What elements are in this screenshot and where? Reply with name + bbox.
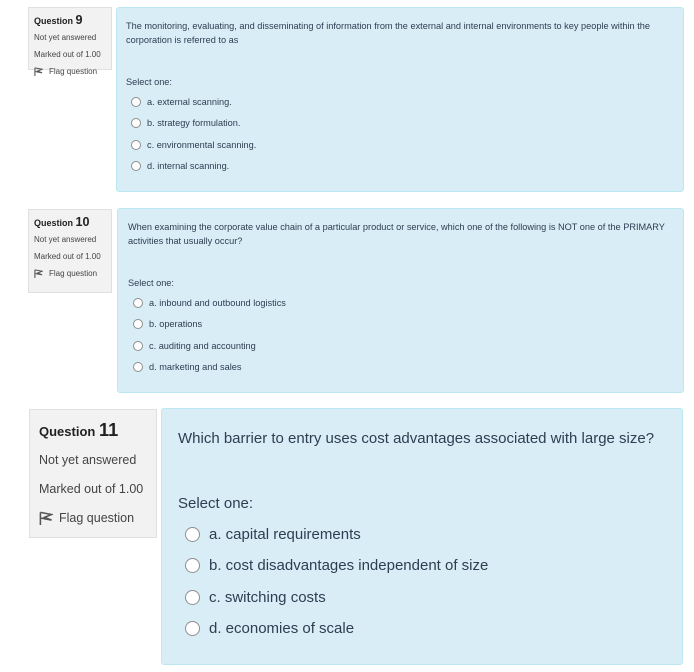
question-info-panel [28,209,112,293]
question-label: Question [34,16,76,26]
answer-label: a. capital requirements [209,525,361,543]
answer-label: b. strategy formulation. [147,118,241,129]
question-content [117,208,684,393]
question-grade: Marked out of 1.00 [34,50,101,59]
answer-option-c[interactable] [128,335,674,356]
question-number [34,215,111,229]
answer-option-c[interactable] [126,134,674,155]
radio-button[interactable] [185,558,200,573]
answer-label: a. external scanning. [147,97,232,108]
question-text: When examining the corporate value chain of a particular product or service, which one of the following is NOT one of the PRIMARY activities that usually occur? [128,222,665,247]
question-status: Not yet answered [34,33,97,42]
question-text: Which barrier to entry uses cost advantages associated with large size? [178,430,655,447]
select-one-prompt: Select one: [126,76,172,87]
flag-question-label: Flag question [59,511,135,525]
radio-button[interactable] [133,362,143,372]
answer-label: c. auditing and accounting [149,340,256,351]
answer-option-b[interactable] [128,314,674,335]
question-number-value: 11 [98,420,119,440]
answer-label: b. operations [149,319,203,330]
question-info-panel [29,409,157,538]
answer-option-b[interactable] [126,113,674,134]
question-status: Not yet answered [39,453,137,467]
answer-option-a[interactable] [126,92,674,113]
answer-label: d. economies of scale [209,620,355,637]
radio-button[interactable] [185,527,200,542]
answer-option-d[interactable] [128,356,674,377]
question-content [161,408,683,665]
radio-button[interactable] [131,140,141,150]
radio-button[interactable] [185,590,200,605]
answer-label: c. environmental scanning. [147,139,257,150]
question-label: Question [34,218,76,228]
question-info-panel [28,7,112,76]
answer-label: c. switching costs [209,588,326,606]
question-status: Not yet answered [34,235,97,244]
answer-label: d. marketing and sales [149,362,242,373]
question-number-value: 10 [75,215,90,229]
flag-icon [39,511,53,525]
radio-button[interactable] [133,319,143,329]
answer-option-d[interactable] [178,613,672,645]
flag-icon [34,269,43,278]
radio-button[interactable] [131,118,141,128]
answer-option-b[interactable] [178,550,672,582]
question-text: The monitoring, evaluating, and disseminating of information from the external and internal environments to key people within the corporation is referred to as [126,21,650,46]
radio-button[interactable] [133,298,143,308]
flag-question-link[interactable] [39,511,156,525]
flag-question-link[interactable] [34,67,111,76]
question-grade: Marked out of 1.00 [39,482,144,496]
answer-label: b. cost disadvantages independent of size [209,557,489,574]
question-content [116,7,684,192]
select-one-prompt: Select one: [178,495,254,513]
flag-question-label: Flag question [49,269,98,278]
answer-option-a[interactable] [178,518,672,550]
flag-question-link[interactable] [34,269,111,278]
select-one-prompt: Select one: [128,277,174,288]
answer-option-c[interactable] [178,581,672,613]
radio-button[interactable] [131,161,141,171]
question-number [39,420,156,441]
radio-button[interactable] [133,341,143,351]
flag-question-label: Flag question [49,67,98,76]
question-number [34,13,111,27]
radio-button[interactable] [131,97,141,107]
answer-label: a. inbound and outbound logistics [149,298,286,309]
answer-option-a[interactable] [128,293,674,314]
answer-label: d. internal scanning. [147,161,230,172]
question-label: Question [39,424,99,439]
question-grade: Marked out of 1.00 [34,252,101,261]
question-number-value: 9 [75,13,83,27]
answer-option-d[interactable] [126,155,674,176]
radio-button[interactable] [185,621,200,636]
flag-icon [34,67,43,76]
